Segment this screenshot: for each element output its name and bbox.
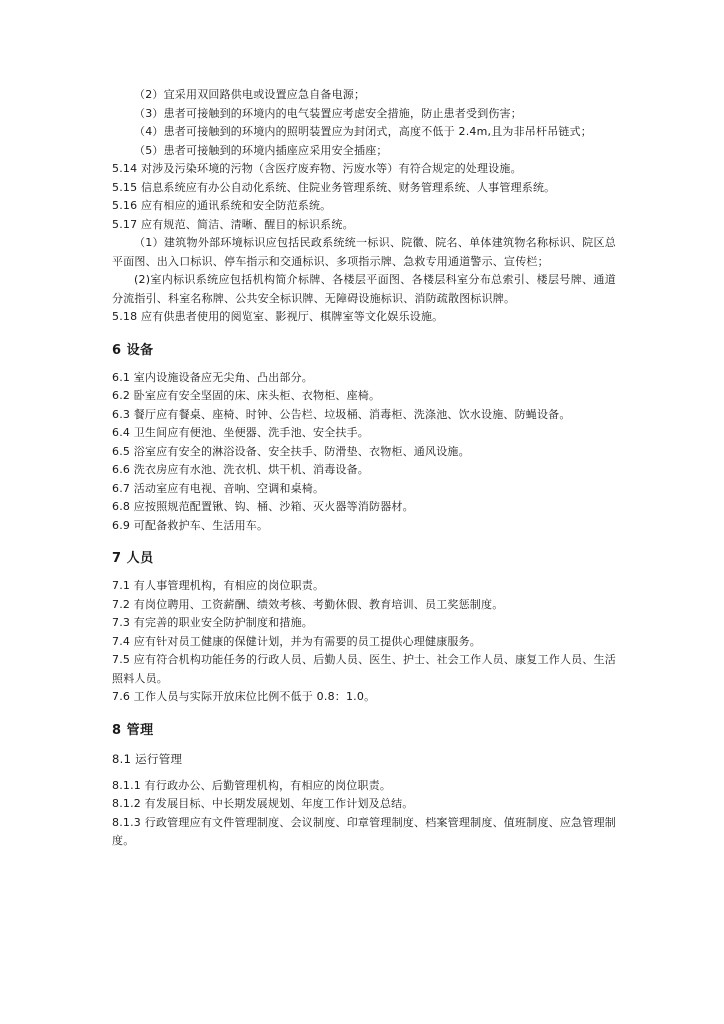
clause: 7.6 工作人员与实际开放床位比例不低于 0.8：1.0。 (112, 690, 376, 703)
clause: 7.5 应有符合机构功能任务的行政人员、后勤人员、医生、护士、社会工作人员、康复工作人员、生活照料人员。 (112, 653, 616, 685)
clause: 7.1 有人事管理机构，有相应的岗位职责。 (112, 579, 325, 592)
section-heading: 8 管理 (112, 722, 154, 738)
clause: 8.1.3 行政管理应有文件管理制度、会议制度、印章管理制度、档案管理制度、值班制度、应急管理制度。 (112, 815, 616, 847)
clause: 7.3 有完善的职业安全防护制度和措施。 (112, 616, 313, 629)
subsection-heading: 8.1 运行管理 (112, 751, 183, 766)
clause: 6.8 应按照规范配置锹、钩、桶、沙箱、灭火器等消防器材。 (112, 500, 414, 513)
list-item: （5）患者可接触到的环境内插座应采用安全插座； (134, 143, 388, 157)
clause: 6.7 活动室应有电视、音响、空调和桌椅。 (112, 481, 325, 495)
clause: 6.4 卫生间应有便池、坐便器、洗手池、安全扶手。 (112, 426, 369, 439)
clause: 5.14 对涉及污染环境的污物（含医疗废弃物、污废水等）有符合规定的处理设施。 (112, 162, 522, 175)
list-item: （2）宜采用双回路供电或设置应急自备电源； (134, 88, 366, 101)
clause: 6.3 餐厅应有餐桌、座椅、时钟、公告栏、垃圾桶、消毒柜、洗涤池、饮水设施、防蝇设备。 (112, 407, 571, 421)
clause: 5.18 应有供患者使用的阅览室、影视厅、棋牌室等文化娱乐设施。 (112, 310, 444, 323)
clause: 6.5 浴室应有安全的淋浴设备、安全扶手、防滑垫、衣物柜、通风设施。 (112, 444, 470, 458)
document-body (112, 86, 616, 851)
list-item: （3）患者可接触到的环境内的电气装置应考虑安全措施，防止患者受到伤害； (134, 106, 522, 120)
clause: 5.15 信息系统应有办公自动化系统、住院业务管理系统、财务管理系统、人事管理系统。 (112, 180, 556, 194)
clause: 5.16 应有相应的通讯系统和安全防范系统。 (112, 199, 332, 212)
section-heading: 7 人员 (112, 551, 154, 566)
clause: 7.2 有岗位聘用、工资薪酬、绩效考核、考勤休假、教育培训、员工奖惩制度。 (112, 597, 504, 611)
clause: 8.1.1 有行政办公、后勤管理机构，有相应的岗位职责。 (112, 778, 392, 792)
clause: 6.1 室内设施设备应无尖角、凸出部分。 (112, 370, 313, 384)
clause: 5.17 应有规范、简洁、清晰、醒目的标识系统。 (112, 217, 354, 231)
list-item: （4）患者可接触到的环境内的照明装置应为封闭式，高度不低于 2.4m,且为非吊杆吊链式； (134, 125, 592, 138)
clause: 8.1.2 有发展目标、中长期发展规划、年度工作计划及总结。 (112, 797, 414, 810)
clause: 6.2 卧室应有安全坚固的床、床头柜、衣物柜、座椅。 (112, 389, 381, 402)
clause: 7.4 应有针对员工健康的保健计划，并为有需要的员工提供心理健康服务。 (112, 634, 481, 648)
section-heading: 6 设备 (112, 342, 154, 358)
paragraph: （1）建筑物外部环境标识应包括民政系统统一标识、院徽、院名、单体建筑物名称标识、院区总平面图、出入口标识、停车指示和交通标识、多项指示牌、急救专用通道警示、宣传栏； (112, 236, 616, 268)
clause: 6.9 可配备救护车、生活用车。 (112, 518, 269, 532)
clause: 6.6 洗衣房应有水池、洗衣机、烘干机、消毒设备。 (112, 463, 369, 476)
paragraph: (2)室内标识系统应包括机构简介标牌、各楼层平面图、各楼层科室分布总索引、楼层号牌、通道分流指引、科室名称牌、公共安全标识牌、无障碍设施标识、消防疏散图标识牌。 (112, 273, 616, 305)
